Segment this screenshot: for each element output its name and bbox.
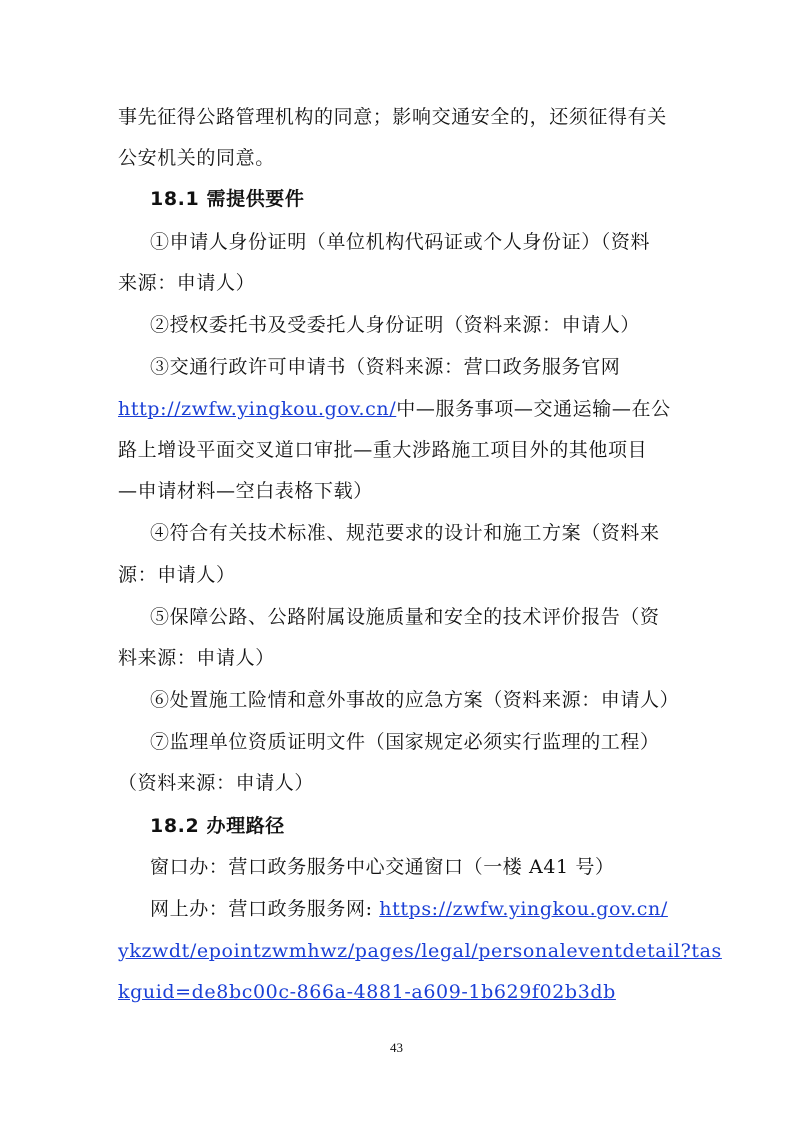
item-5-line-2: 料来源：申请人） (118, 647, 275, 669)
online-service-link-part-3[interactable]: kguid=de8bc00c-866a-4881-a609-1b629f02b3db (118, 981, 616, 1003)
item-7-line-1: ⑦监理单位资质证明文件（国家规定必须实行监理的工程） (150, 731, 660, 753)
item-1-line-2: 来源：申请人） (118, 272, 256, 294)
section-18-2-heading: 18.2 办理路径 (150, 815, 285, 837)
online-service-line-3 (118, 980, 678, 1004)
item-7-line-2: （资料来源：申请人） (118, 772, 315, 794)
intro-line-2: 公安机关的同意。 (118, 147, 275, 169)
section-18-1-heading: 18.1 需提供要件 (150, 188, 305, 210)
window-service: 窗口办：营口政务服务中心交通窗口（一楼 A41 号） (150, 856, 615, 878)
item-3-line-1: ③交通行政许可申请书（资料来源：营口政务服务官网 (150, 356, 621, 378)
page-number: 43 (390, 1040, 403, 1055)
item-3-line-2 (118, 397, 678, 421)
item-3-line-4: —申请材料—空白表格下载） (118, 480, 373, 502)
portal-link[interactable]: http://zwfw.yingkou.gov.cn/ (118, 398, 397, 420)
item-4-line-1: ④符合有关技术标准、规范要求的设计和施工方案（资料来 (150, 522, 660, 544)
online-service-label: 网上办：营口政务服务网: (150, 898, 380, 920)
item-3-line-3: 路上增设平面交叉道口审批—重大涉路施工项目外的其他项目 (118, 439, 648, 461)
online-service-link-part-2[interactable]: ykzwdt/epointzwmhwz/pages/legal/personaleventdetail?tas (118, 940, 722, 962)
online-service-line-2 (118, 939, 722, 963)
intro-line-1: 事先征得公路管理机构的同意；影响交通安全的，还须征得有关 (118, 106, 667, 128)
online-service-link-part-1[interactable]: https://zwfw.yingkou.gov.cn/ (379, 898, 668, 920)
item-6: ⑥处置施工险情和意外事故的应急方案（资料来源：申请人） (150, 689, 680, 711)
item-5-line-1: ⑤保障公路、公路附属设施质量和安全的技术评价报告（资 (150, 606, 660, 628)
item-3-line-2-text: 中—服务事项—交通运输—在公 (396, 398, 671, 420)
item-2: ②授权委托书及受委托人身份证明（资料来源：申请人） (150, 314, 641, 336)
item-4-line-2: 源：申请人） (118, 564, 236, 586)
online-service-line-1 (150, 897, 678, 921)
item-1-line-1: ①申请人身份证明（单位机构代码证或个人身份证）（资料 (150, 231, 651, 253)
